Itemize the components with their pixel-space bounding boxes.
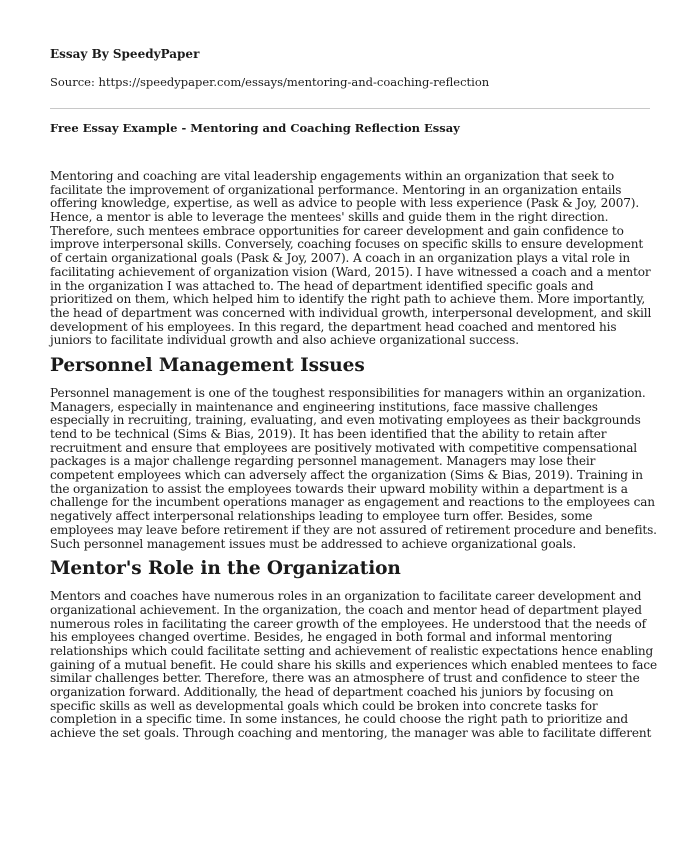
intro-paragraph (50, 170, 650, 348)
paragraph-line: juniors to facilitate individual growth and also achieve organizational success. (50, 333, 519, 348)
paragraph-line: tend to be technical (Sims & Bias, 2019). It has been identified that the ability to retain after (50, 427, 607, 441)
section-mentor-role (50, 557, 658, 741)
paragraph-line: the organization to assist the employees towards their upward mobility within a department is a (50, 481, 628, 496)
paragraph-line: prioritized on them, which helped him to identify the right path to achieve them. More importantly, (50, 292, 646, 307)
paragraph-line: offering knowledge, expertise, as well as advice to people with less experience (Pask & Joy, 2007). (50, 196, 640, 211)
paragraph-line: completion in a specific time. In some instances, he could choose the right path to prioritize and (50, 712, 628, 727)
paragraph-line: of certain organizational goals (Pask & Joy, 2007). A coach in an organization plays a vital role in (50, 251, 631, 266)
paragraph-line: gaining of a mutual benefit. He could share his skills and experiences which enabled mentees to face (50, 657, 658, 672)
paragraph-line: employees may leave before retirement if they are not assured of retirement procedure and benefits. (50, 522, 657, 537)
paragraph-line: Therefore, such mentees embrace opportunities for career development and gain confidence to (50, 223, 624, 238)
paragraph-line: Personnel management is one of the toughest responsibilities for managers within an organization. (50, 385, 646, 400)
paragraph-line: recruitment and ensure that employees are positively motivated with competitive compensational (50, 440, 638, 455)
essay-body (50, 169, 658, 741)
section-heading: Personnel Management Issues (50, 354, 365, 376)
paragraph-line: the head of department was concerned with individual growth, interpersonal development, and skill (50, 305, 652, 320)
paragraph-line: relationships which could facilitate setting and achievement of realistic expectations hence enabling (50, 643, 654, 658)
paragraph-line: numerous roles in facilitating the career growth of the employees. He understood that the needs of (50, 616, 646, 631)
paragraph-line: organization forward. Additionally, the head of department coached his juniors by focusing on (50, 685, 614, 699)
section-personnel-management (50, 354, 657, 551)
paragraph-line: challenge for the incumbent operations manager as engagement and reactions to the employees can (50, 495, 655, 510)
paragraph-line: Such personnel management issues must be addressed to achieve organizational goals. (50, 536, 577, 551)
paragraph-line: organizational achievement. In the organization, the coach and mentor head of department played (50, 602, 642, 617)
section-heading: Mentor's Role in the Organization (50, 558, 401, 580)
paragraph-line: in the organization I was attached to. The head of department identified specific goals and (50, 278, 594, 293)
paragraph-line: competent employees which can adversely affect the organization (Sims & Bias, 2019). Training in (50, 468, 643, 483)
paragraph-line: achieve the set goals. Through coaching and mentoring, the manager was able to facilitate different (50, 726, 652, 741)
document-header-title: Essay By SpeedyPaper (50, 47, 200, 61)
paragraph-line: similar challenges better. Therefore, there was an atmosphere of trust and confidence to steer the (50, 671, 640, 686)
paragraph-line: improve interpersonal skills. Conversely, coaching focuses on specific skills to ensure development (50, 237, 644, 252)
header-divider (50, 108, 650, 109)
paragraph-line: Hence, a mentor is able to leverage the mentees' skills and guide them in the right direction. (50, 210, 609, 225)
paragraph-line: specific skills as well as developmental goals which could be broken into concrete tasks for (50, 698, 598, 713)
paragraph-line: facilitate the improvement of organizational performance. Mentoring in an organization entails (50, 182, 622, 197)
essay-title: Free Essay Example - Mentoring and Coaching Reflection Essay (50, 121, 460, 135)
paragraph-line: development of his employees. In this regard, the department head coached and mentored his (50, 319, 617, 334)
paragraph-line: facilitating achievement of organization vision (Ward, 2015). I have witnessed a coach and a mentor (50, 264, 651, 279)
paragraph-line: Mentors and coaches have numerous roles in an organization to facilitate career development and (50, 589, 642, 604)
paragraph-line: negatively affect interpersonal relationships leading to employee turn offer. Besides, some (50, 509, 593, 524)
paragraph-line: his employees changed overtime. Besides, he engaged in both formal and informal mentoring (50, 630, 613, 645)
paragraph-line: especially in recruiting, training, evaluating, and even motivating employees as their backgrounds (50, 413, 641, 428)
paragraph-line: packages is a major challenge regarding personnel management. Managers may lose their (50, 454, 596, 469)
document-source-url: Source: https://speedypaper.com/essays/mentoring-and-coaching-reflection (50, 75, 490, 89)
paragraph-line: Managers, especially in maintenance and engineering institutions, face massive challenges (50, 399, 598, 414)
paragraph-line: Mentoring and coaching are vital leadership engagements within an organization that seek to (50, 169, 614, 183)
